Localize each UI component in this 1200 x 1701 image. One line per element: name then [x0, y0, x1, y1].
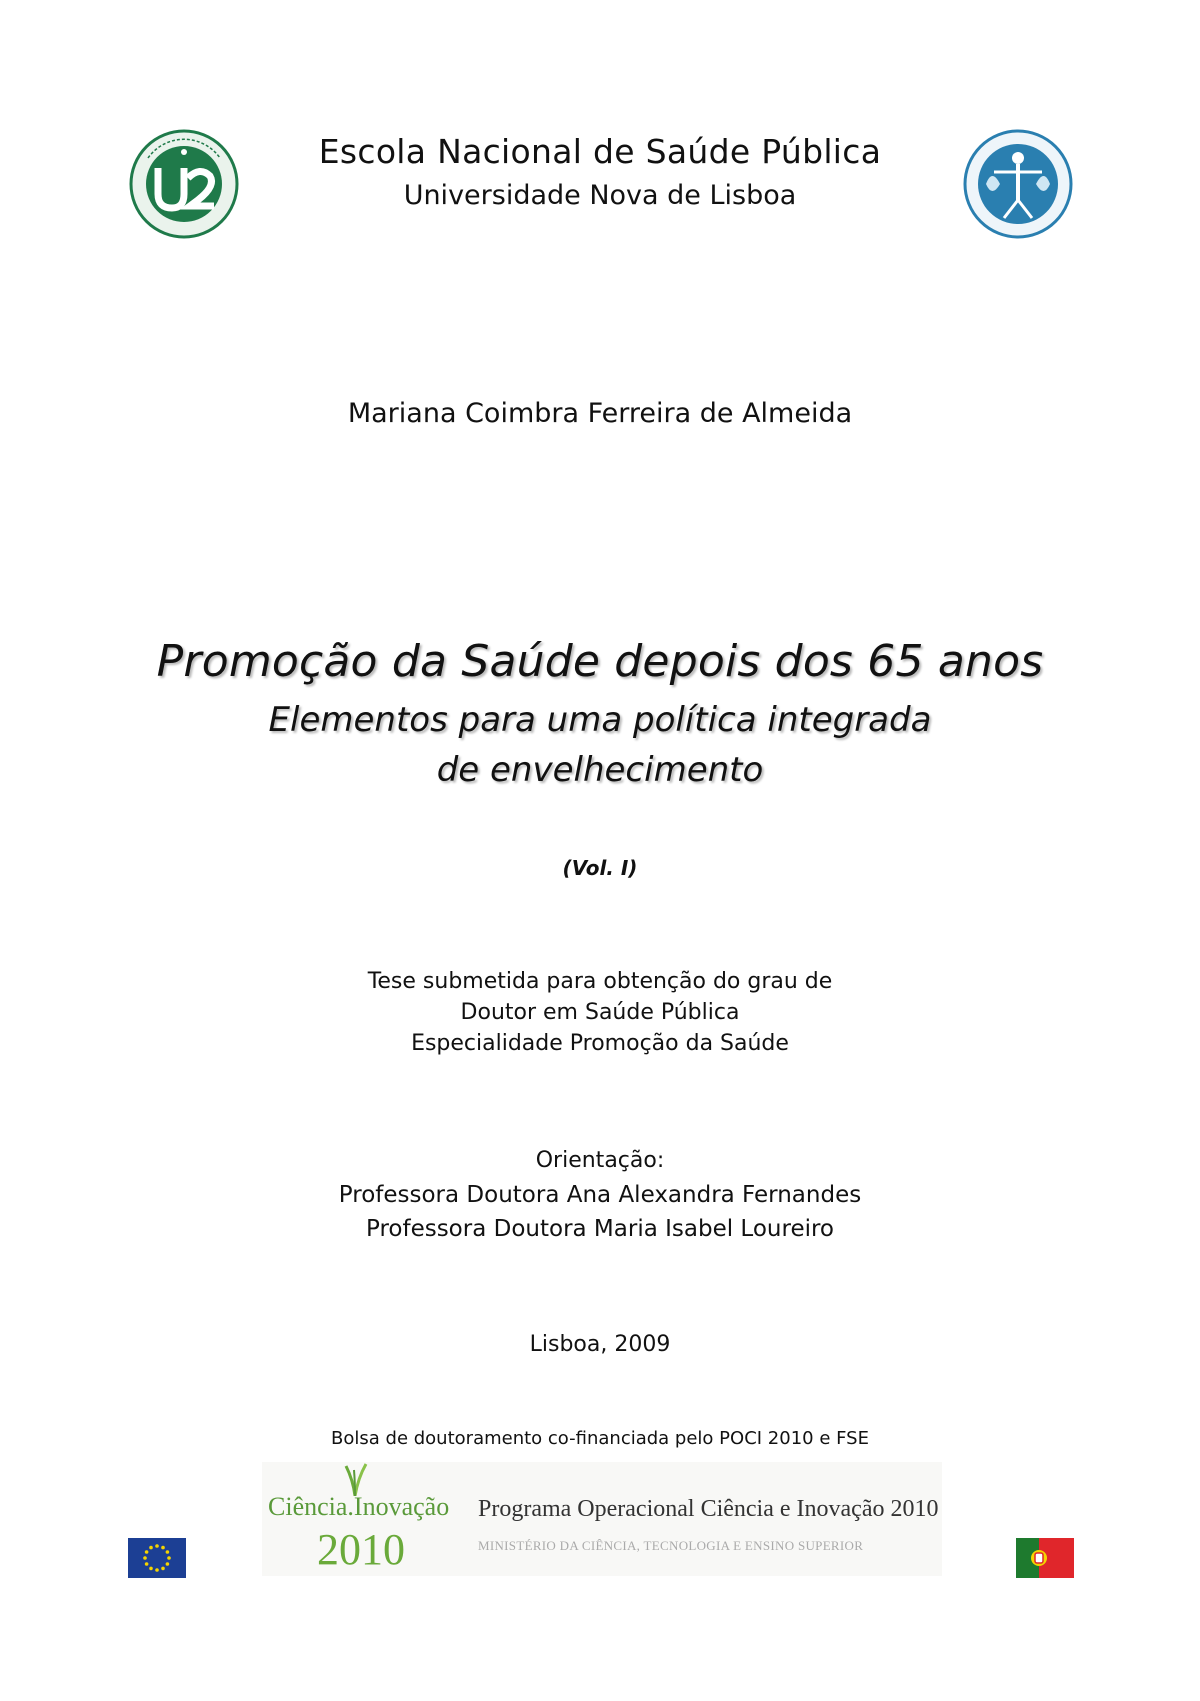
supervision-label: Orientação:: [535, 1148, 665, 1173]
degree-line-2: Doutor em Saúde Pública: [460, 1000, 740, 1025]
degree-line-1: Tese submetida para obtenção do grau de: [367, 969, 833, 994]
poci-logo: [262, 1462, 942, 1576]
author-name: Mariana Coimbra Ferreira de Almeida: [347, 398, 853, 429]
thesis-subtitle-line-2: de envelhecimento: [436, 750, 764, 790]
volume-label: (Vol. I): [562, 856, 638, 880]
thesis-subtitle-line-1: Elementos para uma política integrada: [268, 700, 932, 740]
supervisor-2: Professora Doutora Maria Isabel Loureiro: [365, 1216, 835, 1242]
eu-flag-icon: [128, 1538, 186, 1578]
ministry-name: MINISTÉRIO DA CIÊNCIA, TECNOLOGIA E ENSINO SUPERIOR: [478, 1538, 864, 1553]
thesis-title: Promoção da Saúde depois dos 65 anos: [156, 636, 1044, 687]
poci-year-text: 2010: [317, 1525, 405, 1574]
funding-note: Bolsa de doutoramento co-financiada pelo POCI 2010 e FSE: [331, 1428, 869, 1449]
school-name: Escola Nacional de Saúde Pública: [318, 132, 882, 171]
supervisors-list: [0, 1178, 1200, 1246]
degree-line-3: Especialidade Promoção da Saúde: [411, 1031, 789, 1056]
university-name: Universidade Nova de Lisboa: [403, 180, 797, 211]
poci-program-name: Programa Operacional Ciência e Inovação 2010: [478, 1496, 939, 1522]
degree-statement: [0, 966, 1200, 1059]
sprout-icon: [340, 1462, 370, 1496]
place-and-date: Lisboa, 2009: [529, 1332, 671, 1357]
portugal-flag-icon: [1016, 1538, 1074, 1578]
poci-ciencia-text: Ciência.Inovação: [268, 1492, 450, 1521]
supervisor-1: Professora Doutora Ana Alexandra Fernandes: [338, 1182, 862, 1208]
